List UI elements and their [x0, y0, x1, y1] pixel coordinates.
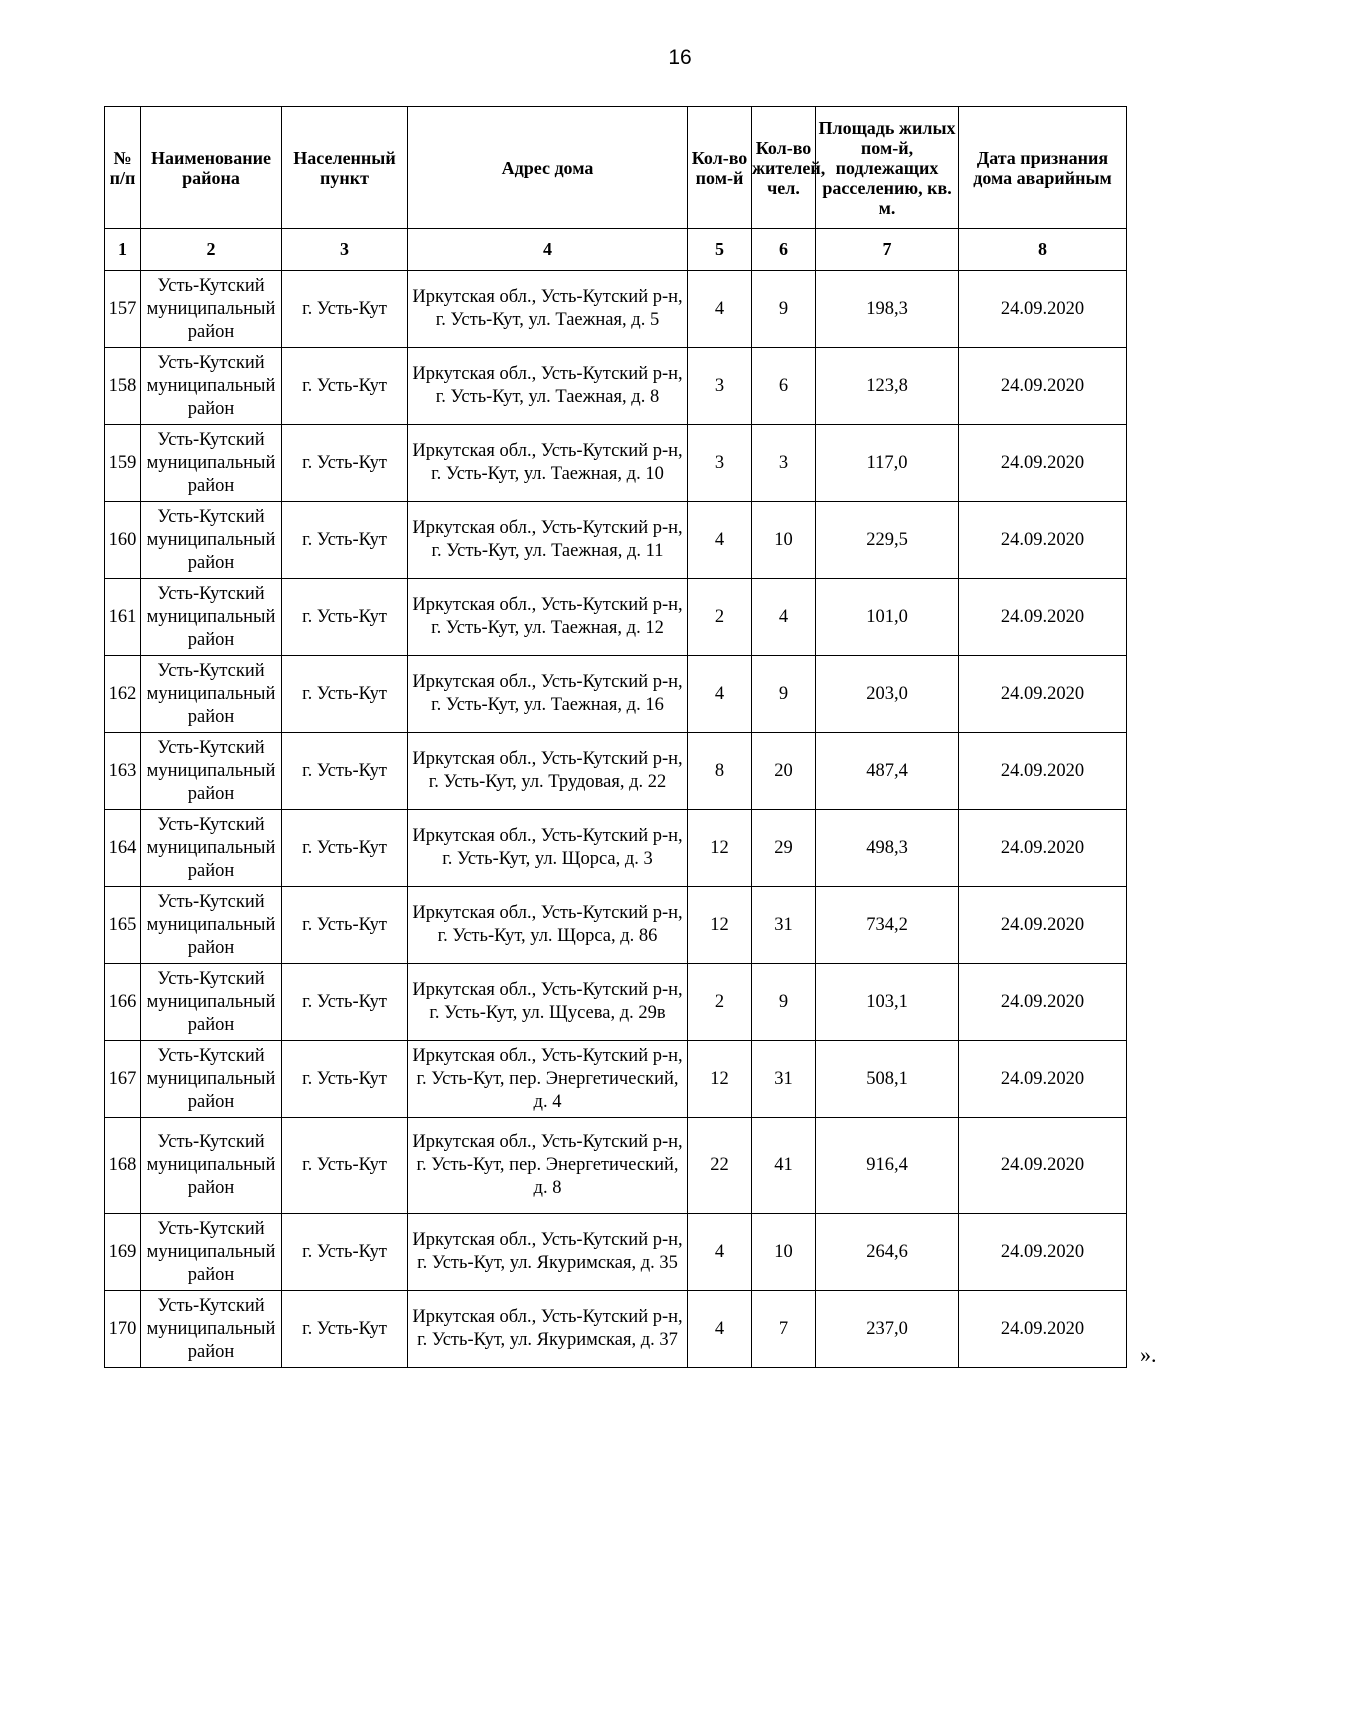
district-cell: Усть-Кутский муниципальный район [141, 1118, 282, 1214]
page-number: 16 [668, 46, 692, 69]
area-cell: 498,3 [816, 810, 959, 887]
residents-count-cell: 31 [752, 1041, 816, 1118]
area-cell: 264,6 [816, 1214, 959, 1291]
header-residents-count: Кол-во жителей, чел. [752, 107, 816, 229]
emergency-date-cell: 24.09.2020 [959, 1214, 1127, 1291]
rooms-count-cell: 4 [688, 1214, 752, 1291]
rooms-count-cell: 2 [688, 579, 752, 656]
address-cell: Иркутская обл., Усть-Кутский р-н, г. Усть-Кут, ул. Щорса, д. 86 [408, 887, 688, 964]
address-cell: Иркутская обл., Усть-Кутский р-н, г. Усть-Кут, ул. Таежная, д. 8 [408, 348, 688, 425]
residents-count-cell: 10 [752, 1214, 816, 1291]
row-number-cell: 161 [105, 579, 141, 656]
area-cell: 203,0 [816, 656, 959, 733]
residents-count-cell: 31 [752, 887, 816, 964]
rooms-count-cell: 12 [688, 887, 752, 964]
emergency-date-cell: 24.09.2020 [959, 733, 1127, 810]
table-row [105, 1041, 1127, 1118]
locality-cell: г. Усть-Кут [282, 1291, 408, 1368]
address-cell: Иркутская обл., Усть-Кутский р-н, г. Усть-Кут, ул. Таежная, д. 16 [408, 656, 688, 733]
locality-cell: г. Усть-Кут [282, 964, 408, 1041]
column-number: 5 [688, 229, 752, 271]
row-number-cell: 163 [105, 733, 141, 810]
emergency-housing-table [104, 106, 1127, 1368]
emergency-date-cell: 24.09.2020 [959, 425, 1127, 502]
table-row [105, 733, 1127, 810]
area-cell: 237,0 [816, 1291, 959, 1368]
table-row [105, 579, 1127, 656]
table-row [105, 1118, 1127, 1214]
locality-cell: г. Усть-Кут [282, 810, 408, 887]
area-cell: 229,5 [816, 502, 959, 579]
table-row [105, 1291, 1127, 1368]
locality-cell: г. Усть-Кут [282, 348, 408, 425]
table-row [105, 425, 1127, 502]
district-cell: Усть-Кутский муниципальный район [141, 1214, 282, 1291]
emergency-date-cell: 24.09.2020 [959, 656, 1127, 733]
rooms-count-cell: 4 [688, 656, 752, 733]
district-cell: Усть-Кутский муниципальный район [141, 656, 282, 733]
column-number: 4 [408, 229, 688, 271]
residents-count-cell: 9 [752, 964, 816, 1041]
district-cell: Усть-Кутский муниципальный район [141, 887, 282, 964]
district-cell: Усть-Кутский муниципальный район [141, 733, 282, 810]
rooms-count-cell: 12 [688, 1041, 752, 1118]
column-number: 3 [282, 229, 408, 271]
table-row [105, 502, 1127, 579]
row-number-cell: 157 [105, 271, 141, 348]
header-row-number: № п/п [105, 107, 141, 229]
locality-cell: г. Усть-Кут [282, 1118, 408, 1214]
emergency-date-cell: 24.09.2020 [959, 1118, 1127, 1214]
area-cell: 508,1 [816, 1041, 959, 1118]
residents-count-cell: 6 [752, 348, 816, 425]
residents-count-cell: 7 [752, 1291, 816, 1368]
emergency-date-cell: 24.09.2020 [959, 1291, 1127, 1368]
address-cell: Иркутская обл., Усть-Кутский р-н, г. Усть-Кут, ул. Таежная, д. 5 [408, 271, 688, 348]
address-cell: Иркутская обл., Усть-Кутский р-н, г. Усть-Кут, пер. Энергетический, д. 4 [408, 1041, 688, 1118]
locality-cell: г. Усть-Кут [282, 425, 408, 502]
locality-cell: г. Усть-Кут [282, 656, 408, 733]
residents-count-cell: 9 [752, 656, 816, 733]
address-cell: Иркутская обл., Усть-Кутский р-н, г. Усть-Кут, ул. Якуримская, д. 37 [408, 1291, 688, 1368]
row-number-cell: 167 [105, 1041, 141, 1118]
locality-cell: г. Усть-Кут [282, 502, 408, 579]
table-row [105, 964, 1127, 1041]
area-cell: 916,4 [816, 1118, 959, 1214]
header-district: Наименование района [141, 107, 282, 229]
residents-count-cell: 3 [752, 425, 816, 502]
district-cell: Усть-Кутский муниципальный район [141, 579, 282, 656]
emergency-date-cell: 24.09.2020 [959, 348, 1127, 425]
emergency-date-cell: 24.09.2020 [959, 502, 1127, 579]
header-area: Площадь жилых пом-й, подлежащих расселению, кв. м. [816, 107, 959, 229]
emergency-date-cell: 24.09.2020 [959, 964, 1127, 1041]
address-cell: Иркутская обл., Усть-Кутский р-н, г. Усть-Кут, ул. Таежная, д. 12 [408, 579, 688, 656]
address-cell: Иркутская обл., Усть-Кутский р-н, г. Усть-Кут, ул. Щусева, д. 29в [408, 964, 688, 1041]
district-cell: Усть-Кутский муниципальный район [141, 348, 282, 425]
locality-cell: г. Усть-Кут [282, 271, 408, 348]
row-number-cell: 170 [105, 1291, 141, 1368]
locality-cell: г. Усть-Кут [282, 887, 408, 964]
address-cell: Иркутская обл., Усть-Кутский р-н, г. Усть-Кут, ул. Таежная, д. 11 [408, 502, 688, 579]
row-number-cell: 165 [105, 887, 141, 964]
row-number-cell: 158 [105, 348, 141, 425]
table-row [105, 271, 1127, 348]
emergency-date-cell: 24.09.2020 [959, 810, 1127, 887]
column-number: 8 [959, 229, 1127, 271]
locality-cell: г. Усть-Кут [282, 579, 408, 656]
address-cell: Иркутская обл., Усть-Кутский р-н, г. Усть-Кут, ул. Щорса, д. 3 [408, 810, 688, 887]
district-cell: Усть-Кутский муниципальный район [141, 502, 282, 579]
row-number-cell: 168 [105, 1118, 141, 1214]
district-cell: Усть-Кутский муниципальный район [141, 425, 282, 502]
header-emergency-date: Дата признания дома аварийным [959, 107, 1127, 229]
rooms-count-cell: 4 [688, 271, 752, 348]
area-cell: 123,8 [816, 348, 959, 425]
rooms-count-cell: 12 [688, 810, 752, 887]
district-cell: Усть-Кутский муниципальный район [141, 964, 282, 1041]
area-cell: 734,2 [816, 887, 959, 964]
column-number: 7 [816, 229, 959, 271]
table-row [105, 887, 1127, 964]
row-number-cell: 164 [105, 810, 141, 887]
column-number: 1 [105, 229, 141, 271]
residents-count-cell: 4 [752, 579, 816, 656]
district-cell: Усть-Кутский муниципальный район [141, 810, 282, 887]
row-number-cell: 160 [105, 502, 141, 579]
table-row [105, 810, 1127, 887]
table-body [105, 271, 1127, 1368]
row-number-cell: 166 [105, 964, 141, 1041]
address-cell: Иркутская обл., Усть-Кутский р-н, г. Усть-Кут, пер. Энергетический, д. 8 [408, 1118, 688, 1214]
emergency-date-cell: 24.09.2020 [959, 1041, 1127, 1118]
column-number: 6 [752, 229, 816, 271]
address-cell: Иркутская обл., Усть-Кутский р-н, г. Усть-Кут, ул. Якуримская, д. 35 [408, 1214, 688, 1291]
residents-count-cell: 29 [752, 810, 816, 887]
emergency-date-cell: 24.09.2020 [959, 579, 1127, 656]
residents-count-cell: 9 [752, 271, 816, 348]
locality-cell: г. Усть-Кут [282, 733, 408, 810]
area-cell: 117,0 [816, 425, 959, 502]
address-cell: Иркутская обл., Усть-Кутский р-н, г. Усть-Кут, ул. Таежная, д. 10 [408, 425, 688, 502]
rooms-count-cell: 2 [688, 964, 752, 1041]
district-cell: Усть-Кутский муниципальный район [141, 271, 282, 348]
rooms-count-cell: 22 [688, 1118, 752, 1214]
row-number-cell: 169 [105, 1214, 141, 1291]
header-locality: Населенный пункт [282, 107, 408, 229]
table-header-row [105, 107, 1127, 229]
table-row [105, 348, 1127, 425]
table-row [105, 1214, 1127, 1291]
column-number-row [105, 229, 1127, 271]
residents-count-cell: 41 [752, 1118, 816, 1214]
rooms-count-cell: 8 [688, 733, 752, 810]
row-number-cell: 162 [105, 656, 141, 733]
locality-cell: г. Усть-Кут [282, 1041, 408, 1118]
residents-count-cell: 20 [752, 733, 816, 810]
district-cell: Усть-Кутский муниципальный район [141, 1291, 282, 1368]
rooms-count-cell: 4 [688, 502, 752, 579]
rooms-count-cell: 3 [688, 348, 752, 425]
locality-cell: г. Усть-Кут [282, 1214, 408, 1291]
row-number-cell: 159 [105, 425, 141, 502]
emergency-date-cell: 24.09.2020 [959, 271, 1127, 348]
header-rooms-count: Кол-во пом-й [688, 107, 752, 229]
rooms-count-cell: 4 [688, 1291, 752, 1368]
area-cell: 103,1 [816, 964, 959, 1041]
emergency-date-cell: 24.09.2020 [959, 887, 1127, 964]
area-cell: 101,0 [816, 579, 959, 656]
area-cell: 487,4 [816, 733, 959, 810]
column-number: 2 [141, 229, 282, 271]
closing-quote: ». [1140, 1342, 1157, 1367]
district-cell: Усть-Кутский муниципальный район [141, 1041, 282, 1118]
residents-count-cell: 10 [752, 502, 816, 579]
header-address: Адрес дома [408, 107, 688, 229]
table-row [105, 656, 1127, 733]
rooms-count-cell: 3 [688, 425, 752, 502]
address-cell: Иркутская обл., Усть-Кутский р-н, г. Усть-Кут, ул. Трудовая, д. 22 [408, 733, 688, 810]
area-cell: 198,3 [816, 271, 959, 348]
